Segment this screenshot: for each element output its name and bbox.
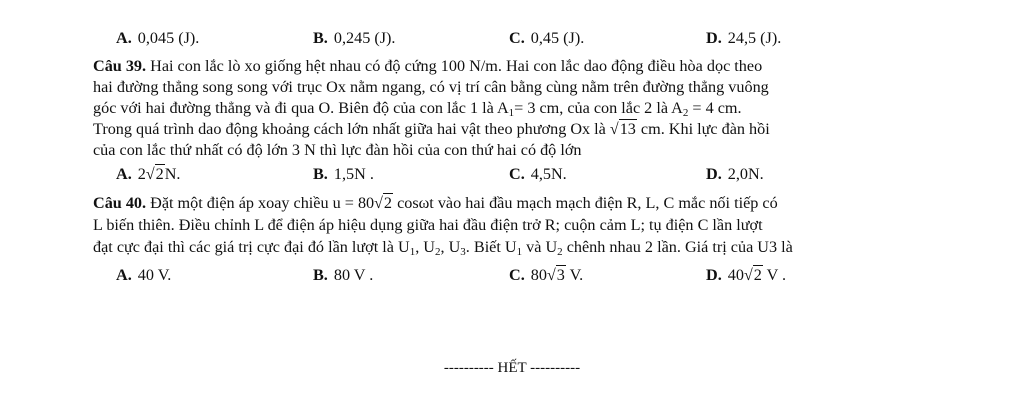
q40-line-2: L biến thiên. Điều chỉnh L để điện áp hiệu dụng giữa hai đầu điện trở R; cuộn cảm L; tụ điện C lần lượt: [93, 216, 763, 234]
q40-option-a: A. 40 V.: [116, 266, 172, 284]
prev-option-b: B. 0,245 (J).: [313, 29, 396, 47]
q39-line-3: góc với hai đường thẳng và đi qua O. Biên độ của con lắc 1 là $A_1= 3$ cm, của con lắc 2 là $A_2 = 4$ cm.: [93, 99, 742, 119]
sqrt-symbol: √13: [609, 120, 636, 138]
q40-number: Câu 40.: [93, 194, 147, 212]
q40-line-1: Câu 40. Đặt một điện áp xoay chiều u = 80√2 cosωt vào hai đầu mạch mạch điện R, L, C mắc nối tiếp có: [93, 194, 778, 212]
q39-option-c: C. 4,5N.: [509, 165, 567, 183]
prev-option-a: A. 0,045 (J).: [116, 29, 200, 47]
q39-line-4: Trong quá trình dao động khoảng cách lớn nhất giữa hai vật theo phương Ox là √13 cm. Khi lực đàn hồi: [93, 120, 770, 138]
q39-number: Câu 39.: [93, 57, 147, 75]
q39-option-d: D. 2,0N.: [706, 165, 764, 183]
q39-line-1: Câu 39. Hai con lắc lò xo giống hệt nhau có độ cứng 100 N/m. Hai con lắc dao động điều hòa dọc theo: [93, 57, 763, 75]
q40-option-c: C. 80√3 V.: [509, 266, 584, 284]
q39-line-2: hai đường thẳng song song với trục Ox nằm ngang, có vị trí cân bằng cùng nằm trên đường thẳng vuông: [93, 78, 769, 96]
q40-line-3: đạt cực đại thì các giá trị cực đại đó lần lượt là $U_1$, $U_2$, $U_3$. Biết $U_1$ và $U_2$ chênh nhau 2 lần. Giá trị của U3 là: [93, 238, 793, 258]
q39-line-5: của con lắc thứ nhất có độ lớn 3 N thì lực đàn hồi của con thứ hai có độ lớn: [93, 141, 582, 159]
end-marker: ---------- HẾT ----------: [443, 360, 581, 376]
q40-option-d: D. 40√2 V .: [706, 266, 787, 284]
prev-option-d: D. 24,5 (J).: [706, 29, 782, 47]
q39-option-a: A. 2√2N.: [116, 165, 181, 183]
prev-option-c: C. 0,45 (J).: [509, 29, 585, 47]
q40-option-b: B. 80 V .: [313, 266, 374, 284]
q39-option-b: B. 1,5N .: [313, 165, 374, 183]
